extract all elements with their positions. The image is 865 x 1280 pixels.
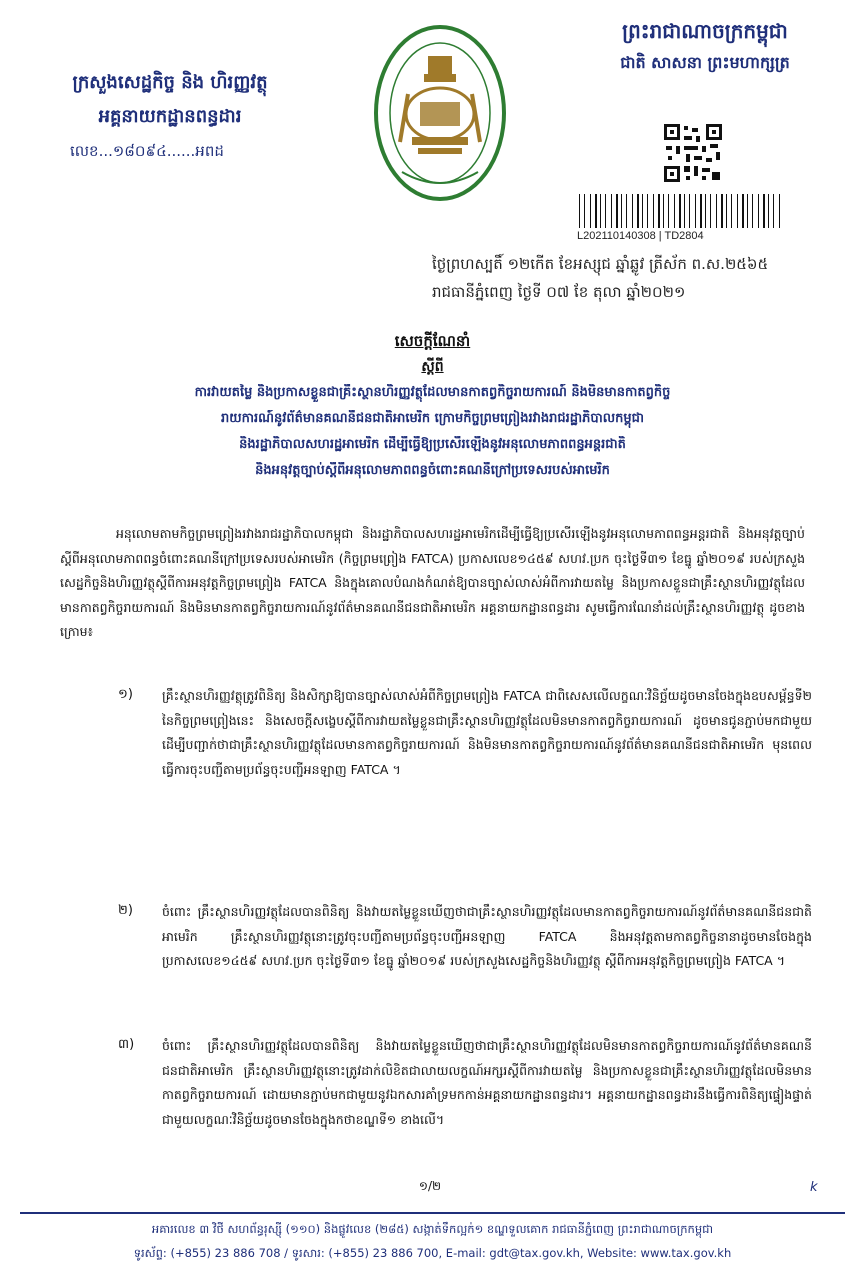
title-line-2: រាយការណ៍នូវព័ត៌មានគណនីជនជាតិអាមេរិក ក្រោមកិច្ចព្រមព្រៀងរវាងរាជរដ្ឋាភិបាលកម្ពុជា (220, 411, 645, 426)
item-number-3: ៣) (118, 1037, 135, 1052)
document-subtitle: ស្តីពី (421, 359, 444, 375)
department-name: អគ្គនាយកដ្ឋានពន្ធដារ (98, 106, 242, 127)
footer-contact: ទូរស័ព្ទ: (+855) 23 886 708 / ទូរសារ: (+855) 23 886 700, E-mail: gdt@tax.gov.kh, Website: www.tax.gov.kh (133, 1246, 732, 1260)
reference-number: លេខ...១៨០៩៤......អពដ (70, 142, 224, 160)
barcode-icon (577, 192, 787, 230)
qr-code-icon (662, 122, 724, 184)
page-number: ១/២ (418, 1179, 442, 1193)
title-line-1: ការវាយតម្លៃ និងប្រកាសខ្លួនជាគ្រឹះស្ថានហិរញ្ញវត្ថុដែលមានកាតព្វកិច្ចរាយការណ៍ និងមិនមានកាតព្វកិច្ច (194, 385, 671, 400)
national-motto: ជាតិ សាសនា ព្រះមហាក្សត្រ (620, 53, 790, 72)
footer-address: អគារលេខ ៣ វិថី សហព័ន្ធរុស្ស៊ី (១១០) និងផ្លូវលេខ (២៨៥) សង្កាត់ទឹកល្អក់១ ខណ្ឌទួលគោក រាជធានីភ្នំពេញ ព្រះរាជាណាចក្រកម្ពុជា (151, 1222, 714, 1236)
kingdom-title: ព្រះរាជាណាចក្រកម្ពុជា (622, 19, 788, 43)
item-number-2: ២) (118, 903, 133, 918)
intro-paragraph: អនុលោមតាមកិច្ចព្រមព្រៀងរវាងរាជរដ្ឋាភិបាលកម្ពុជា និងរដ្ឋាភិបាលសហរដ្ឋអាមេរិកដើម្បីធ្វើឱ្យប្រសើរឡើងនូវអនុលោមភាពពន្ធអន្តរជាតិ និងអនុវត្តច្បាប់ស្តីពីអនុលោមភាពពន្ធចំពោះគណនីក្រៅប្រទេសរបស់អាមេរិក (កិច្ចព្រមព្រៀង FATCA) ប្រកាសលេខ១៤៥៩ សហវ.ប្រក ចុះថ្ងៃទី៣១ ខែធ្នូ ឆ្នាំ២០១៩ របស់ក្រសួងសេដ្ឋកិច្ចនិងហិរញ្ញវត្ថុស្តីពីការអនុវត្តកិច្ចព្រមព្រៀង FATCA និងក្នុងគោលបំណងកំណត់ឱ្យបានច្បាស់លាស់អំពីការវាយតម្លៃ និងប្រកាសខ្លួនជាគ្រឹះស្ថានហិរញ្ញវត្ថុដែលមានកាតព្វកិច្ចរាយការណ៍ និងមិនមានកាតព្វកិច្ចរាយការណ៍នូវព័ត៌មានគណនីជនជាតិអាមេរិក អគ្គនាយកដ្ឋានពន្ធដារ សូមធ្វើការណែនាំដល់គ្រឹះស្ថានហិរញ្ញវត្ថុ ដូចខាងក្រោម៖ (60, 526, 805, 639)
title-line-4: និងអនុវត្តច្បាប់ស្តីពីអនុលោមភាពពន្ធចំពោះគណនីក្រៅប្រទេសរបស់អាមេរិក (255, 463, 610, 478)
initial-mark: k (810, 1180, 818, 1195)
ministry-name: ក្រសួងសេដ្ឋកិច្ច និង ហិរញ្ញវត្ថុ (72, 72, 268, 93)
title-line-3: និងរដ្ឋាភិបាលសហរដ្ឋអាមេរិក ដើម្បីធ្វើឱ្យប្រសើរឡើងនូវអនុលោមភាពពន្ធអន្តរជាតិ (239, 437, 626, 452)
seal-emblem-icon (372, 22, 508, 204)
item-text-2: ចំពោះ គ្រឹះស្ថានហិរញ្ញវត្ថុដែលបានពិនិត្យ និងវាយតម្លៃខ្លួនឃើញថាជាគ្រឹះស្ថានហិរញ្ញវត្ថុដែលមានកាតព្វកិច្ចរាយការណ៍នូវព័ត៌មានគណនីជនជាតិអាមេរិក គ្រឹះស្ថានហិរញ្ញវត្ថុនោះត្រូវចុះបញ្ជីតាមប្រព័ន្ធចុះបញ្ជីអនឡាញ FATCA និងអនុវត្តតាមកាតព្វកិច្ចនានាដូចមានចែងក្នុងប្រកាសលេខ១៤៥៩ សហវ.ប្រក ចុះថ្ងៃទី៣១ ខែធ្នូ ឆ្នាំ២០១៩ របស់ក្រសួងសេដ្ឋកិច្ចនិងហិរញ្ញវត្ថុ ស្តីពីការអនុវត្តកិច្ចព្រមព្រៀង FATCA ។ (162, 904, 812, 968)
date-solar: រាជធានីភ្នំពេញ ថ្ងៃទី ០៧ ខែ តុលា ឆ្នាំ២០២១ (432, 283, 686, 301)
item-text-1: គ្រឹះស្ថានហិរញ្ញវត្ថុត្រូវពិនិត្យ និងសិក្សាឱ្យបានច្បាស់លាស់អំពីកិច្ចព្រមព្រៀង FATCA ជាពិសេសលើលក្ខណៈវិនិច្ឆ័យដូចមានចែងក្នុងឧបសម្ព័ន្ធទី២ នៃកិច្ចព្រមព្រៀងនេះ និងសេចក្តីសង្ខេបស្តីពីការវាយតម្លៃខ្លួនជាគ្រឹះស្ថានហិរញ្ញវត្ថុដែលមិនមានកាតព្វកិច្ចរាយការណ៍ ដូចមានជូនភ្ជាប់មកជាមួយ ដើម្បីបញ្ជាក់ថាជាគ្រឹះស្ថានហិរញ្ញវត្ថុដែលមានកាតព្វកិច្ចរាយការណ៍ និងមិនមានកាតព្វកិច្ចរាយការណ៍នូវព័ត៌មានគណនីជនជាតិអាមេរិក មុនពេលធ្វើការចុះបញ្ជីតាមប្រព័ន្ធចុះបញ្ជីអនឡាញ FATCA ។ (162, 688, 812, 777)
barcode-number: L202110140308 | TD2804 (577, 230, 704, 242)
footer-divider (20, 1212, 845, 1214)
item-number-1: ១) (118, 687, 133, 702)
document-title: សេចក្តីណែនាំ (394, 332, 471, 350)
department-seal (372, 22, 508, 204)
date-lunar: ថ្ងៃព្រហស្បតិ៍ ១២កើត ខែអស្សុជ ឆ្នាំឆ្លូវ ត្រីស័ក ព.ស.២៥៦៥ (432, 255, 769, 273)
item-text-3: ចំពោះ គ្រឹះស្ថានហិរញ្ញវត្ថុដែលបានពិនិត្យ និងវាយតម្លៃខ្លួនឃើញថាជាគ្រឹះស្ថានហិរញ្ញវត្ថុដែលមិនមានកាតព្វកិច្ចរាយការណ៍នូវព័ត៌មានគណនីជនជាតិអាមេរិក គ្រឹះស្ថានហិរញ្ញវត្ថុនោះត្រូវដាក់លិខិតជាលាយលក្ខណ៍អក្សរស្តីពីការវាយតម្លៃ និងប្រកាសខ្លួនជាគ្រឹះស្ថានហិរញ្ញវត្ថុដែលមិនមានកាតព្វកិច្ចរាយការណ៍ ដោយមានភ្ជាប់មកជាមួយនូវឯកសារគាំទ្រមកកាន់អគ្គនាយកដ្ឋានពន្ធដារ។ អគ្គនាយកដ្ឋានពន្ធដារនឹងធ្វើការពិនិត្យផ្ទៀងផ្ទាត់ជាមួយលក្ខណៈវិនិច្ឆ័យដូចមានចែងក្នុងកថាខណ្ឌទី១ ខាងលើ។ (162, 1038, 812, 1127)
